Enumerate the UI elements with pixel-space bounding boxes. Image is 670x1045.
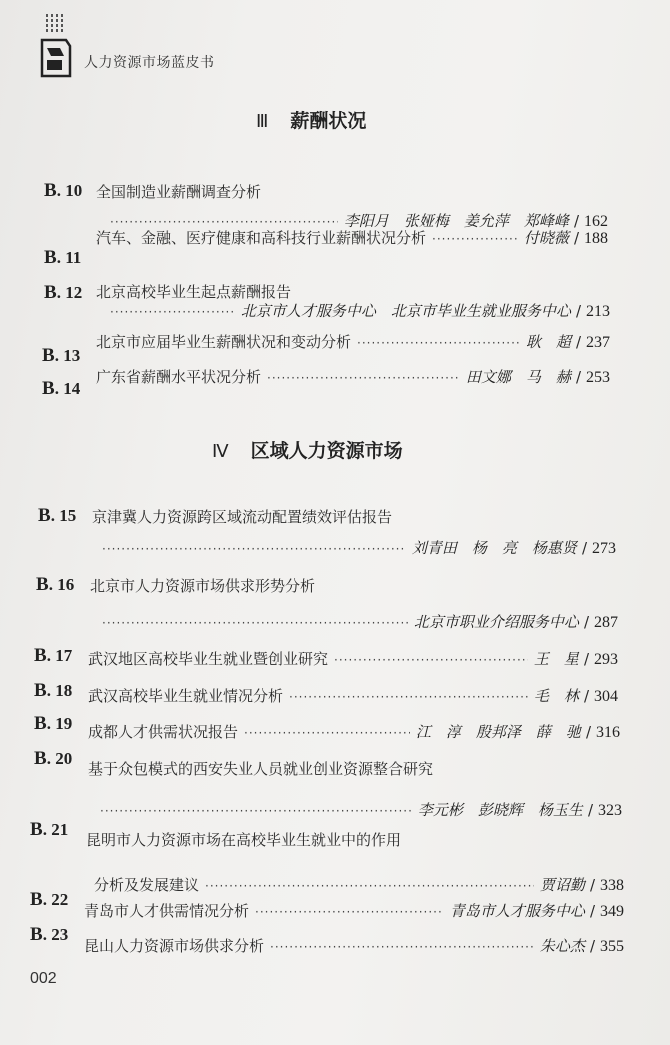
- entry-title[interactable]: 汽车、金融、医疗健康和高科技行业薪酬状况分析: [96, 229, 427, 247]
- entry-page[interactable]: 188: [584, 230, 608, 247]
- entry-author-line: ····· 北京市人才服务中心 北京市毕业生就业服务中心 / 213: [104, 300, 610, 321]
- entry-code: B. 18: [34, 680, 73, 701]
- leader-dots: [255, 905, 444, 919]
- entry-page[interactable]: 213: [586, 303, 610, 320]
- entry-title[interactable]: 武汉高校毕业生就业情况分析: [88, 687, 284, 705]
- entry-code: B. 15: [38, 505, 77, 526]
- entry-authors: 田文娜 马 赫: [465, 368, 571, 386]
- entry-code: B. 16: [36, 574, 75, 595]
- entry-code: B. 14: [42, 378, 81, 399]
- entry-title[interactable]: 广东省薪酬水平状况分析: [96, 368, 262, 386]
- leader-dots: [270, 940, 534, 954]
- entry-page[interactable]: 293: [594, 651, 618, 668]
- entry-title[interactable]: 基于众包模式的西安失业人员就业创业资源整合研究: [88, 760, 434, 778]
- entry-title[interactable]: 京津冀人力资源跨区域流动配置绩效评估报告: [92, 508, 393, 526]
- entry-author-line: ····· 刘青田 杨 亮 杨惠贤 / 273: [96, 537, 616, 558]
- leader-dots: [205, 879, 534, 893]
- entry-line: 武汉地区高校毕业生就业暨创业研究 ····· 王 星 / 293: [88, 648, 618, 669]
- entry-page[interactable]: 273: [592, 540, 616, 557]
- entry-code: B. 12: [44, 282, 83, 303]
- entry-line: 成都人才供需状况报告 ····· 江 淳 殷邦泽 薛 驰 / 316: [88, 721, 620, 742]
- entry-code: B. 19: [34, 713, 73, 734]
- entry-authors: 江 淳 殷邦泽 薛 驰: [415, 723, 581, 741]
- entry-author-line: ····· 北京市职业介绍服务中心 / 287: [96, 611, 618, 632]
- entry-line: 昆山人力资源市场供求分析 ····· 朱心杰 / 355: [84, 935, 624, 956]
- entry-title[interactable]: 成都人才供需状况报告: [88, 723, 239, 741]
- entry-authors: 王 星: [533, 650, 579, 668]
- entry-line: 武汉高校毕业生就业情况分析 ····· 毛 林 / 304: [88, 685, 618, 706]
- entry-code: B. 13: [42, 345, 81, 366]
- leader-dots: [267, 371, 460, 385]
- entry-title[interactable]: 北京市人力资源市场供求形势分析: [90, 577, 316, 595]
- entry-line: 广东省薪酬水平状况分析 ····· 田文娜 马 赫 / 253: [96, 366, 610, 387]
- entry-page[interactable]: 355: [600, 938, 624, 955]
- entry-title[interactable]: 北京高校毕业生起点薪酬报告: [96, 283, 292, 301]
- entry-authors: 付晓薇: [523, 229, 569, 247]
- entry-line: 分析及发展建议 ····· 贾诏勤 / 338: [94, 874, 624, 895]
- entry-code: B. 11: [44, 247, 82, 268]
- leader-dots: [244, 726, 410, 740]
- entry-code: B. 10: [44, 180, 83, 201]
- section-number: Ⅲ: [256, 111, 269, 131]
- entry-authors: 朱心杰: [539, 937, 585, 955]
- entry-authors: 毛 林: [533, 687, 579, 705]
- section-title: 薪酬状况: [290, 110, 367, 132]
- entry-line: 青岛市人才供需情况分析 ····· 青岛市人才服务中心 / 349: [84, 900, 624, 921]
- section-title: 区域人力资源市场: [250, 440, 403, 462]
- book-series-title: 人力资源市场蓝皮书: [84, 55, 215, 71]
- entry-authors: 北京市职业介绍服务中心: [413, 613, 579, 631]
- entry-page[interactable]: 253: [586, 369, 610, 386]
- entry-title[interactable]: 全国制造业薪酬调查分析: [96, 183, 262, 201]
- leader-dots: [102, 542, 406, 556]
- entry-title-line2[interactable]: 分析及发展建议: [94, 876, 200, 894]
- entry-page[interactable]: 349: [600, 903, 624, 920]
- entry-authors: 青岛市人才服务中心: [449, 902, 585, 920]
- leader-dots: [110, 305, 235, 319]
- section-heading-regional: [212, 436, 403, 463]
- entry-page[interactable]: 323: [598, 802, 622, 819]
- entry-code: B. 23: [30, 924, 69, 945]
- entry-page[interactable]: 316: [596, 724, 620, 741]
- leader-dots: [357, 336, 520, 350]
- leader-dots: [432, 232, 518, 246]
- running-header: [40, 14, 340, 84]
- page-number: 002: [30, 970, 57, 987]
- entry-author-line: ····· 李阳月 张娅梅 姜允萍 郑峰峰 / 162: [104, 210, 608, 231]
- entry-code: B. 22: [30, 889, 69, 910]
- entry-code: B. 21: [30, 819, 69, 840]
- entry-page[interactable]: 304: [594, 688, 618, 705]
- entry-authors: 李元彬 彭晓辉 杨玉生: [417, 801, 583, 819]
- leader-dots: [102, 616, 408, 630]
- entry-title[interactable]: 北京市应届毕业生薪酬状况和变动分析: [96, 333, 352, 351]
- entry-line: 北京市应届毕业生薪酬状况和变动分析 ····· 耿 超 / 237: [96, 331, 610, 352]
- entry-line: 汽车、金融、医疗健康和高科技行业薪酬状况分析 ····· 付晓薇 / 188: [96, 227, 608, 248]
- section-heading-salary: [256, 106, 366, 133]
- entry-title[interactable]: 昆明市人力资源市场在高校毕业生就业中的作用: [86, 831, 402, 849]
- entry-authors: 李阳月 张娅梅 姜允萍 郑峰峰: [343, 212, 569, 230]
- book-logo-icon: [40, 14, 74, 80]
- entry-title[interactable]: 武汉地区高校毕业生就业暨创业研究: [88, 650, 329, 668]
- entry-authors: 北京市人才服务中心 北京市毕业生就业服务中心: [240, 302, 571, 320]
- entry-title[interactable]: 昆山人力资源市场供求分析: [84, 937, 265, 955]
- section-number: Ⅳ: [212, 441, 229, 461]
- entry-page[interactable]: 338: [600, 877, 624, 894]
- entry-authors: 贾诏勤: [539, 876, 585, 894]
- entry-author-line: ····· 李元彬 彭晓辉 杨玉生 / 323: [94, 799, 622, 820]
- leader-dots: [289, 690, 528, 704]
- leader-dots: [334, 653, 528, 667]
- entry-authors: 刘青田 杨 亮 杨惠贤: [411, 539, 577, 557]
- entry-page[interactable]: 237: [586, 334, 610, 351]
- entry-authors: 耿 超: [525, 333, 571, 351]
- entry-code: B. 20: [34, 748, 73, 769]
- leader-dots: [100, 804, 412, 818]
- entry-code: B. 17: [34, 645, 73, 666]
- entry-page[interactable]: 287: [594, 614, 618, 631]
- entry-title[interactable]: 青岛市人才供需情况分析: [84, 902, 250, 920]
- entry-page[interactable]: 162: [584, 213, 608, 230]
